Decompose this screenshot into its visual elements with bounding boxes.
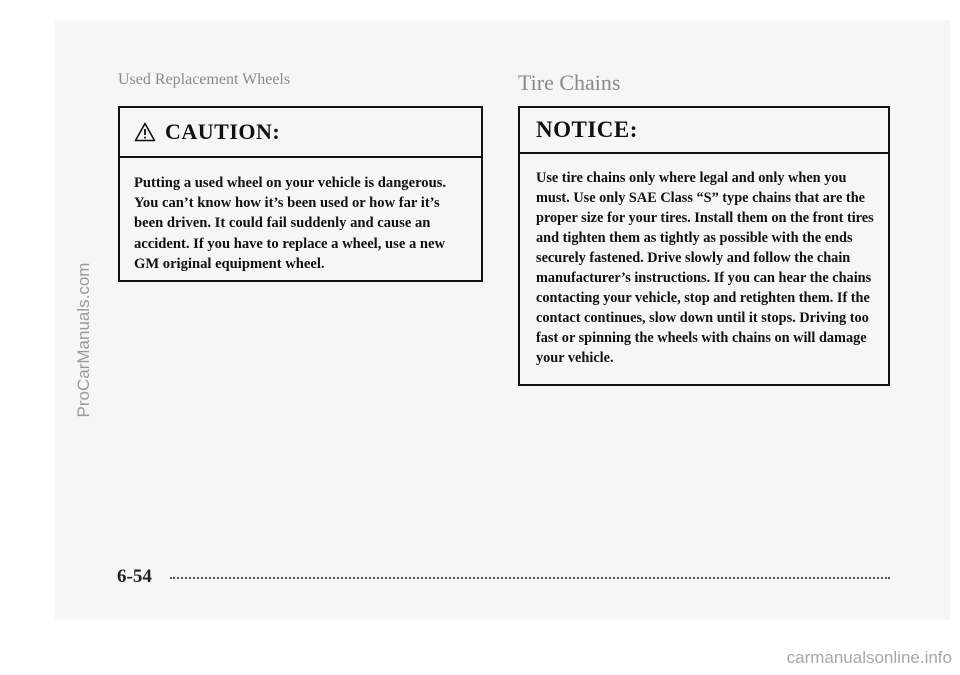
notice-box bbox=[518, 106, 890, 386]
section-title-tire-chains: Tire Chains bbox=[518, 70, 621, 95]
notice-header bbox=[520, 108, 888, 154]
section-title-used-wheels: Used Replacement Wheels bbox=[118, 71, 291, 88]
notice-text: Use tire chains only where legal and only when you must. Use only SAE Class “S” type chains that are the proper size for your tires. Install them on the front tires and tighten them as tightly as possible with the ends securely fastened. Drive slowly and follow the chain manufacturer’s instructions. If you can hear the chains contacting your vehicle, stop and retighten them. If the contact continues, slow down until it stops. Driving too fast or spinning the wheels with chains on will damage your vehicle. bbox=[536, 170, 874, 366]
footer-rule bbox=[170, 577, 890, 579]
page-number: 6-54 bbox=[117, 566, 152, 587]
caution-label: CAUTION: bbox=[165, 119, 281, 144]
bottom-watermark: carmanualsonline.info bbox=[786, 648, 952, 667]
caution-box bbox=[118, 106, 483, 282]
side-watermark: ProCarManuals.com bbox=[74, 262, 93, 418]
notice-label: NOTICE: bbox=[536, 117, 638, 142]
warning-triangle-icon bbox=[134, 122, 156, 142]
caution-header bbox=[120, 108, 481, 158]
caution-text: Putting a used wheel on your vehicle is dangerous. You can’t know how it’s been used or how far it’s been driven. It could fail suddenly and cause an accident. If you have to replace a wheel, use a new GM original equipment wheel. bbox=[134, 175, 447, 272]
